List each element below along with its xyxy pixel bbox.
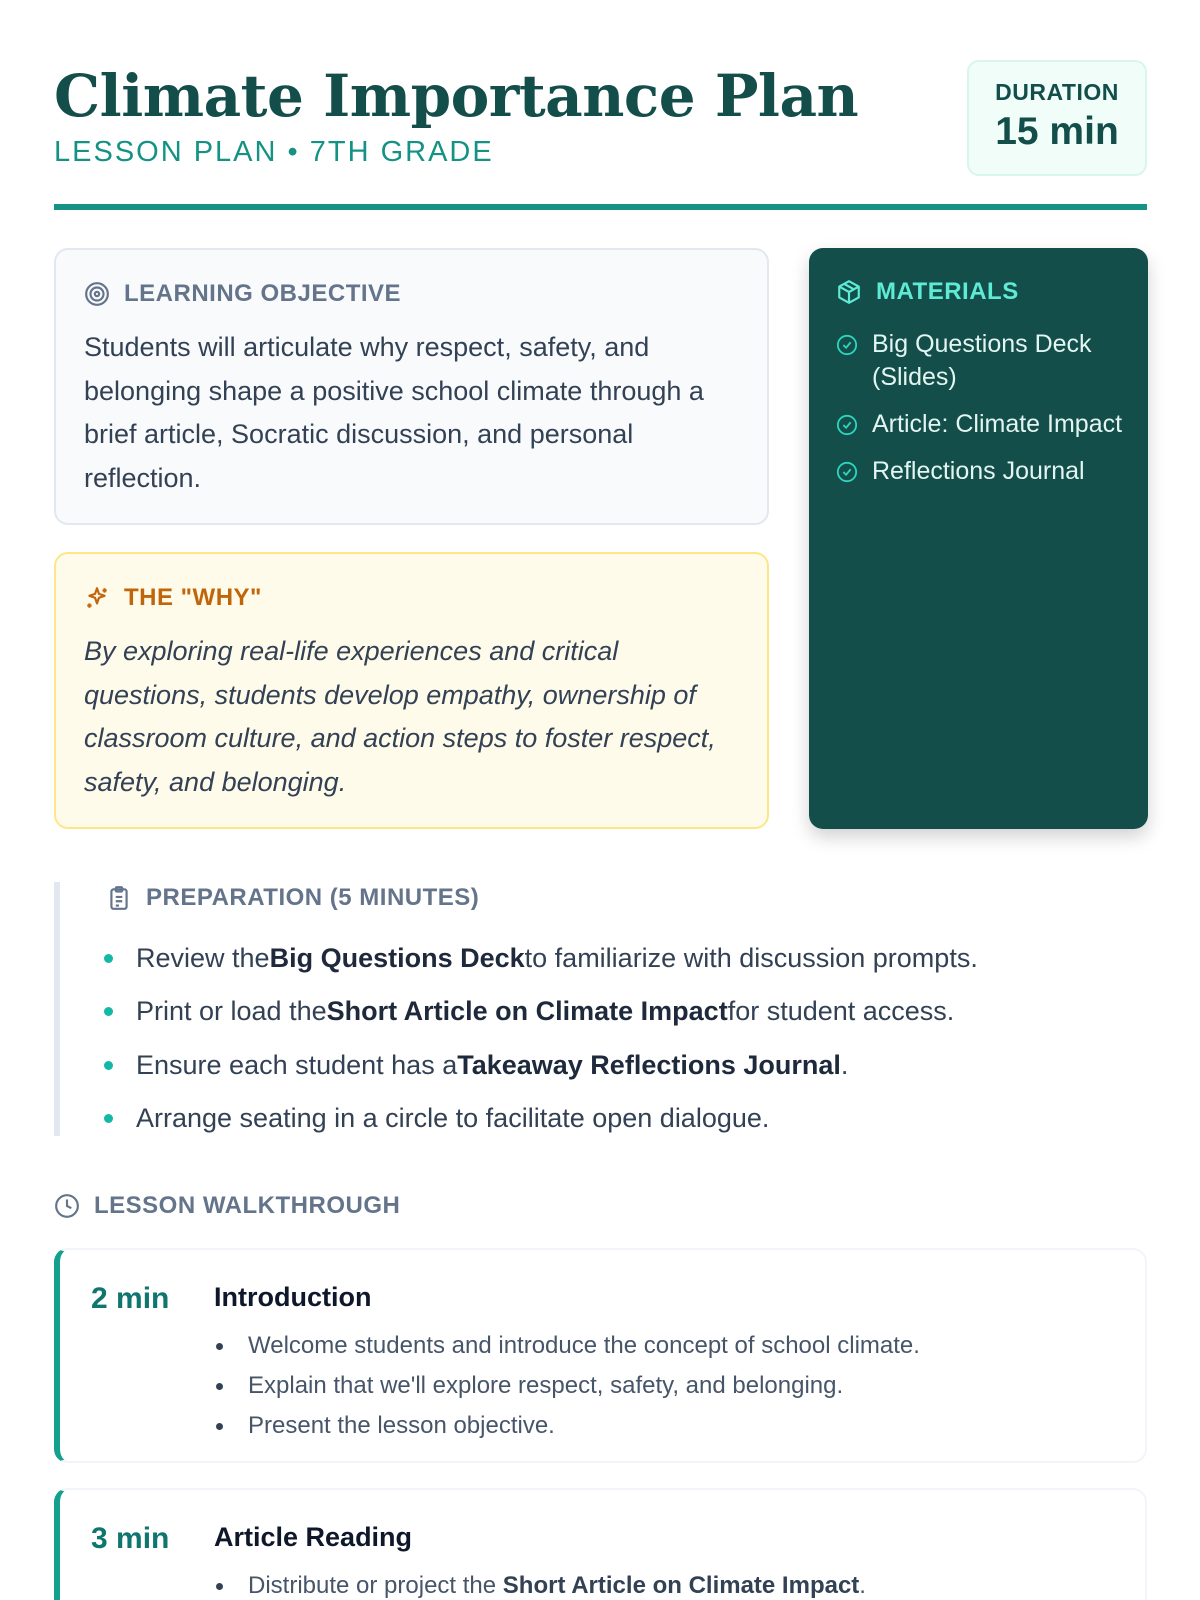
list-item [836,455,1126,488]
preparation-heading [106,884,479,912]
step-list [214,1566,866,1600]
material-label: Article: Climate Impact [872,410,1123,438]
materials-card [809,248,1148,829]
package-icon [836,279,862,305]
list-item: Welcome students and introduce the concept of school climate. [214,1326,920,1366]
learning-objective-heading [84,280,401,308]
check-circle-icon [836,414,858,436]
list-item: Explain that we'll explore respect, safety, and belonging. [214,1366,920,1406]
duration-label: DURATION [995,79,1119,105]
why-heading [84,584,262,612]
step-list [214,1326,920,1446]
step-time: 3 min [91,1522,170,1555]
sparkles-icon [84,585,110,611]
walkthrough-step [54,1248,1147,1463]
duration-badge [967,60,1147,176]
why-card [54,552,769,829]
step-title: Introduction [214,1282,372,1312]
walkthrough-heading [54,1192,400,1220]
clock-icon [54,1193,80,1219]
check-circle-icon [836,461,858,483]
list-item: Arrange seating in a circle to facilitate open dialogue. [104,1092,978,1145]
clipboard-icon [106,885,132,911]
learning-objective-title: LEARNING OBJECTIVE [124,280,402,307]
step-time: 2 min [91,1282,170,1315]
preparation-list [104,932,978,1145]
duration-value: 15 min [995,110,1119,153]
preparation-title: PREPARATION (5 MINUTES) [146,884,480,911]
check-circle-icon [836,334,858,356]
list-item: Present the lesson objective. [214,1406,920,1446]
materials-heading [836,278,1019,306]
list-item [836,408,1126,441]
walkthrough-step [54,1488,1147,1600]
preparation-section [54,882,1147,1136]
page-title: Climate Importance Plan [54,62,859,130]
page-header [54,56,1147,210]
why-text: By exploring real-life experiences and critical questions, students develop empathy, ownership of classroom culture, and action steps to foster respect, safety, and belonging. [84,636,716,797]
learning-objective-card [54,248,769,525]
learning-objective-text: Students will articulate why respect, safety, and belonging shape a positive school climate through a brief article, Socratic discussion, and personal reflection. [84,332,704,493]
list-item: Ensure each student has aTakeaway Reflections Journal. [104,1039,978,1092]
walkthrough-title: LESSON WALKTHROUGH [94,1192,401,1219]
step-title: Article Reading [214,1522,413,1552]
list-item: Review theBig Questions Deckto familiarize with discussion prompts. [104,932,978,985]
target-icon [84,281,110,307]
material-label: Reflections Journal [872,457,1085,485]
list-item: Distribute or project the Short Article on Climate Impact. [214,1566,866,1600]
materials-title: MATERIALS [876,278,1019,305]
why-title: THE "WHY" [124,584,262,611]
materials-list [836,328,1126,502]
list-item [836,328,1126,394]
list-item: Print or load theShort Article on Climate Impactfor student access. [104,985,978,1038]
material-label: Big Questions Deck (Slides) [872,330,1092,391]
page-subtitle: LESSON PLAN • 7TH GRADE [54,136,494,168]
